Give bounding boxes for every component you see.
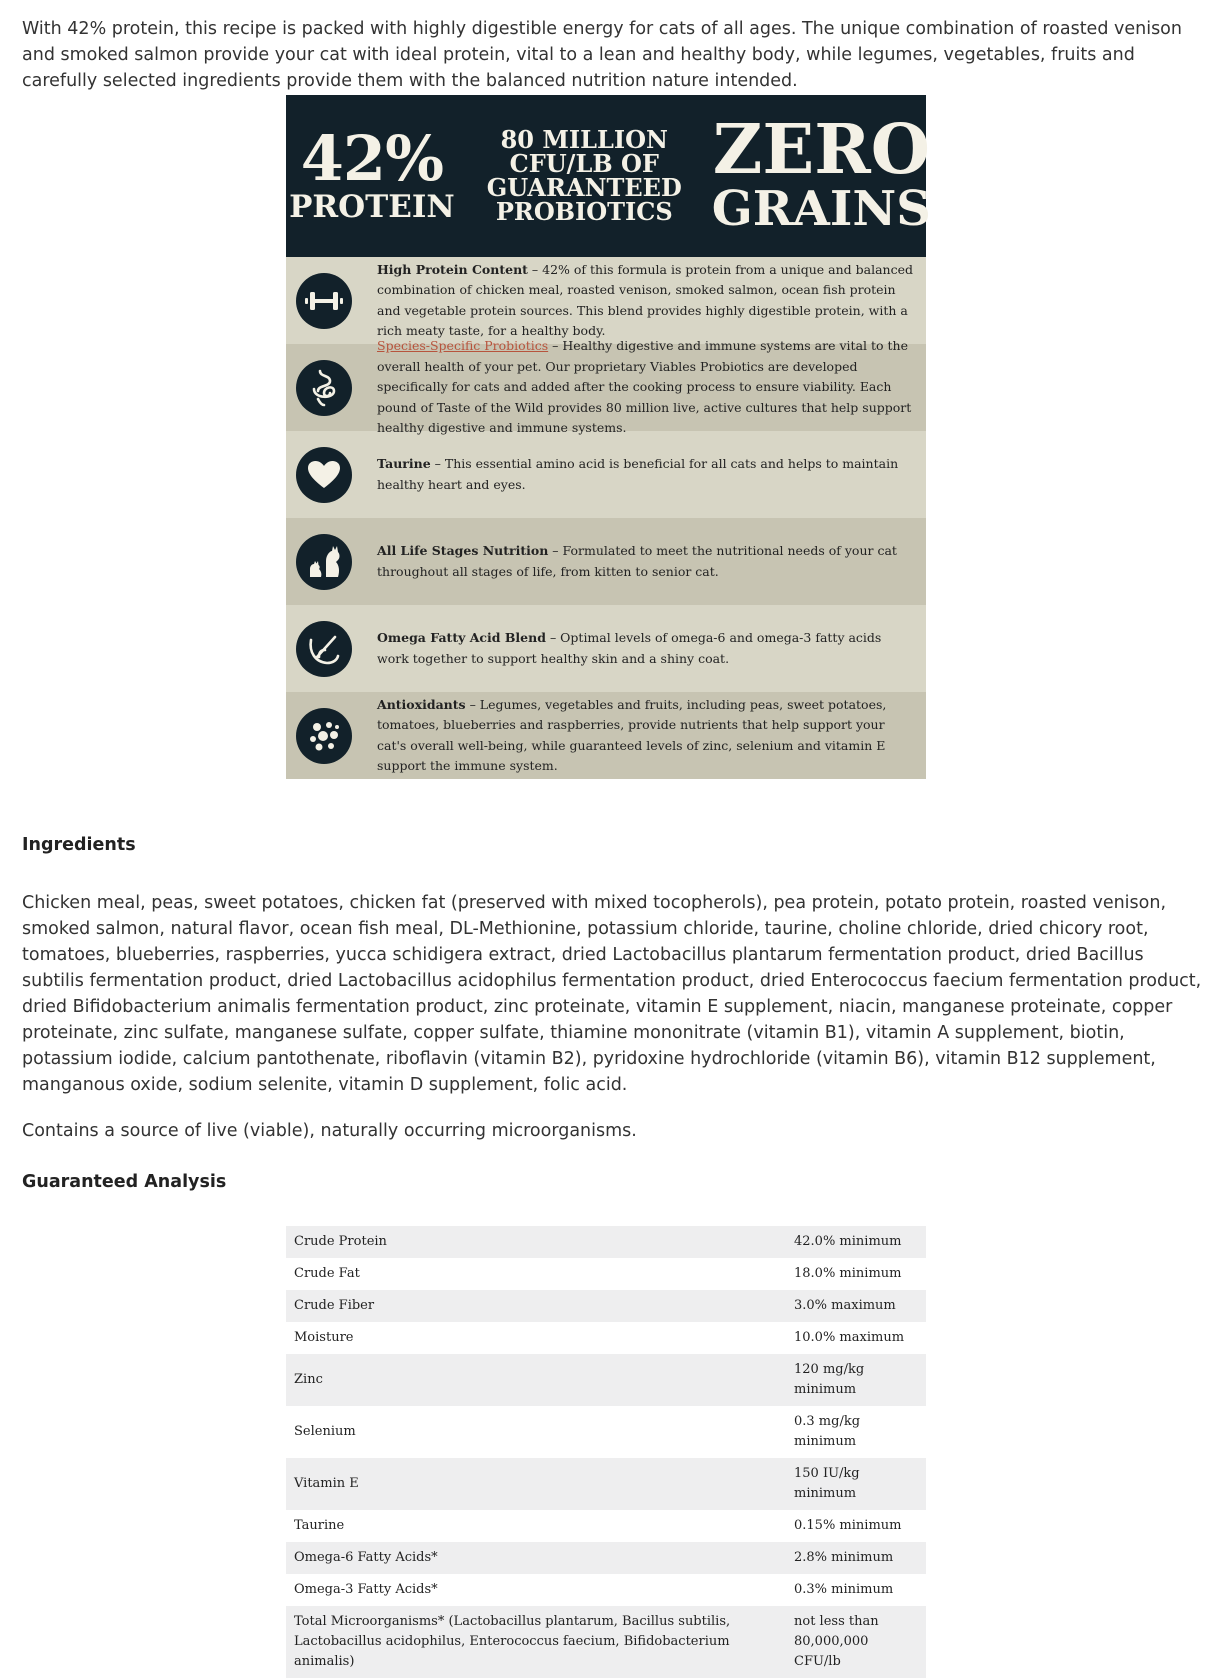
ingredients-list: Chicken meal, peas, sweet potatoes, chicken fat (preserved with mixed tocopherols), pea protein, potato protein, roasted venison, smoked salmon, natural flavor, ocean fish meal, DL-Methionine, potassium chloride, taurine, choline chloride, dried chicory root, tomatoes, blueberries, raspberries, yucca schidigera extract, dried Lactobacillus plantarum fermentation product, dried Bacillus subtilis fermentation product, dried Lactobacillus acidophilus fermentation product, dried Enterococcus faecium fermentation product, dried Bifidobacterium animalis fermentation product, zinc proteinate, vitamin E supplement, niacin, manganese proteinate, copper proteinate, zinc sulfate, manganese sulfate, copper sulfate, thiamine mononitrate (vitamin B1), vitamin A supplement, biotin, potassium iodide, calcium pantothenate, riboflavin (vitamin B2), pyridoxine hydrochloride (vitamin B6), vitamin B12 supplement, manganous oxide, sodium selenite, vitamin D supplement, folic acid.: [22, 893, 1202, 1095]
feature-title: Antioxidants: [377, 696, 466, 712]
microorganisms-note: Contains a source of live (viable), naturally occurring microorganisms.: [22, 1121, 637, 1141]
grains-line: GRAINS: [711, 181, 931, 237]
value-cell: 0.15% minimum: [794, 1518, 902, 1533]
table-row: [286, 1354, 926, 1406]
nutrient-cell: Crude Fiber: [286, 1290, 786, 1322]
value-cell: 42.0% minimum: [786, 1226, 926, 1258]
table-row: [286, 1226, 926, 1258]
table-row: [286, 1290, 926, 1322]
guaranteed-analysis-table: [286, 1226, 926, 1678]
feature-row-omega: [286, 605, 926, 692]
dumbbell-icon: [296, 273, 352, 329]
cats-icon: [296, 534, 352, 590]
feature-text: – 42% of this formula is protein from a unique and balanced combination of chicken meal, roasted venison, smoked salmon, ocean fish protein and vegetable protein sources. This blend provides highly digestible protein, with a rich meaty taste, for a healthy body.: [377, 261, 914, 338]
table-row: [286, 1458, 926, 1510]
value-cell: 0.3 mg/kg minimum: [794, 1414, 861, 1449]
probiotics-callout: [471, 125, 698, 226]
value-cell: 0.3% minimum: [794, 1582, 894, 1597]
feature-text: – This essential amino acid is beneficial for all cats and helps to maintain healthy heart and eyes.: [377, 456, 899, 492]
value-cell: 3.0% maximum: [786, 1290, 926, 1322]
nutrient-cell: Vitamin E: [286, 1458, 786, 1510]
table-row: [286, 1322, 926, 1354]
feature-row-probiotics: [286, 338, 926, 436]
nutrient-cell: Total Microorganisms* (Lactobacillus plantarum, Bacillus subtilis, Lactobacillus acidophilus, Enterococcus faecium, Bifidobacterium animalis): [286, 1606, 786, 1678]
feature-title: Taurine: [377, 456, 431, 471]
probiotics-line: CFU/LB OF: [509, 149, 659, 178]
table-row: [286, 1606, 926, 1678]
nutrient-cell: Omega-6 Fatty Acids*: [286, 1542, 786, 1574]
nutrient-cell: Moisture: [294, 1330, 354, 1345]
grains-callout: [698, 110, 931, 237]
feature-row-life-stages: [286, 518, 926, 605]
nutrient-cell: Zinc: [286, 1354, 786, 1406]
protein-callout: [281, 122, 471, 225]
ingredients-heading: Ingredients: [22, 835, 136, 855]
probiotics-line: 80 MILLION: [500, 125, 668, 154]
value-cell: 10.0% maximum: [794, 1330, 905, 1345]
value-cell: 2.8% minimum: [786, 1542, 926, 1574]
feature-title: Omega Fatty Acid Blend: [377, 630, 546, 645]
digestive-system-icon: [296, 360, 352, 416]
antioxidant-icon: [296, 708, 352, 764]
feature-text: – Legumes, vegetables and fruits, including peas, sweet potatoes, tomatoes, blueberries and raspberries, provide nutrients that help support your cat's overall well-being, while guaranteed levels of zinc, selenium and vitamin E support the immune system.: [377, 696, 887, 773]
intro-paragraph: With 42% protein, this recipe is packed with highly digestible energy for cats of all ages. The unique combination of roasted venison and smoked salmon provide your cat with ideal protein, vital to a lean and healthy body, while legumes, vegetables, fruits and carefully selected ingredients provide them with the balanced nutrition nature intended.: [22, 19, 1182, 91]
nutrient-cell: Omega-3 Fatty Acids*: [294, 1582, 438, 1597]
feature-title: High Protein Content: [377, 261, 528, 277]
table-row: [286, 1258, 926, 1290]
value-cell: 150 IU/kg minimum: [786, 1458, 926, 1510]
fur-icon: [296, 621, 352, 677]
feature-row-antioxidants: [286, 692, 926, 779]
heart-icon: [296, 447, 352, 503]
protein-value: 42%: [300, 122, 443, 195]
nutrient-cell: Crude Protein: [286, 1226, 786, 1258]
feature-text: – Healthy digestive and immune systems are vital to the overall health of your pet. Our proprietary Viables Probiotics are developed specifically for cats and added after the cooking process to ensure viability. Each pound of Taste of the Wild provides 80 million live, active cultures that help support healthy digestive and immune systems.: [377, 338, 912, 436]
benefits-panel: [286, 95, 931, 804]
table-row: [286, 1510, 926, 1542]
nutrient-cell: Taurine: [294, 1518, 345, 1533]
value-cell: 120 mg/kg minimum: [786, 1354, 926, 1406]
grains-line: ZERO: [712, 110, 930, 190]
probiotics-line: PROBIOTICS: [495, 197, 673, 226]
feature-row-protein: [286, 257, 926, 344]
table-row: [286, 1542, 926, 1574]
table-row: [286, 1406, 926, 1458]
probiotics-line: GUARANTEED: [486, 173, 682, 202]
feature-row-taurine: [286, 431, 926, 518]
feature-title: All Life Stages Nutrition: [377, 543, 549, 558]
feature-text: – Formulated to meet the nutritional needs of your cat throughout all stages of life, from kitten to senior cat.: [377, 543, 897, 579]
value-cell: not less than 80,000,000 CFU/lb: [786, 1606, 926, 1678]
analysis-heading: Guaranteed Analysis: [22, 1172, 227, 1192]
value-cell: 18.0% minimum: [794, 1266, 902, 1281]
protein-label: PROTEIN: [289, 189, 455, 225]
benefits-banner: [286, 95, 931, 257]
nutrient-cell: Selenium: [294, 1424, 356, 1439]
feature-text: – Optimal levels of omega-6 and omega-3 fatty acids work together to support healthy skin and a shiny coat.: [377, 630, 882, 666]
table-row: [286, 1574, 926, 1606]
probiotics-link[interactable]: Species-Specific Probiotics: [377, 338, 549, 354]
nutrient-cell: Crude Fat: [294, 1266, 360, 1281]
